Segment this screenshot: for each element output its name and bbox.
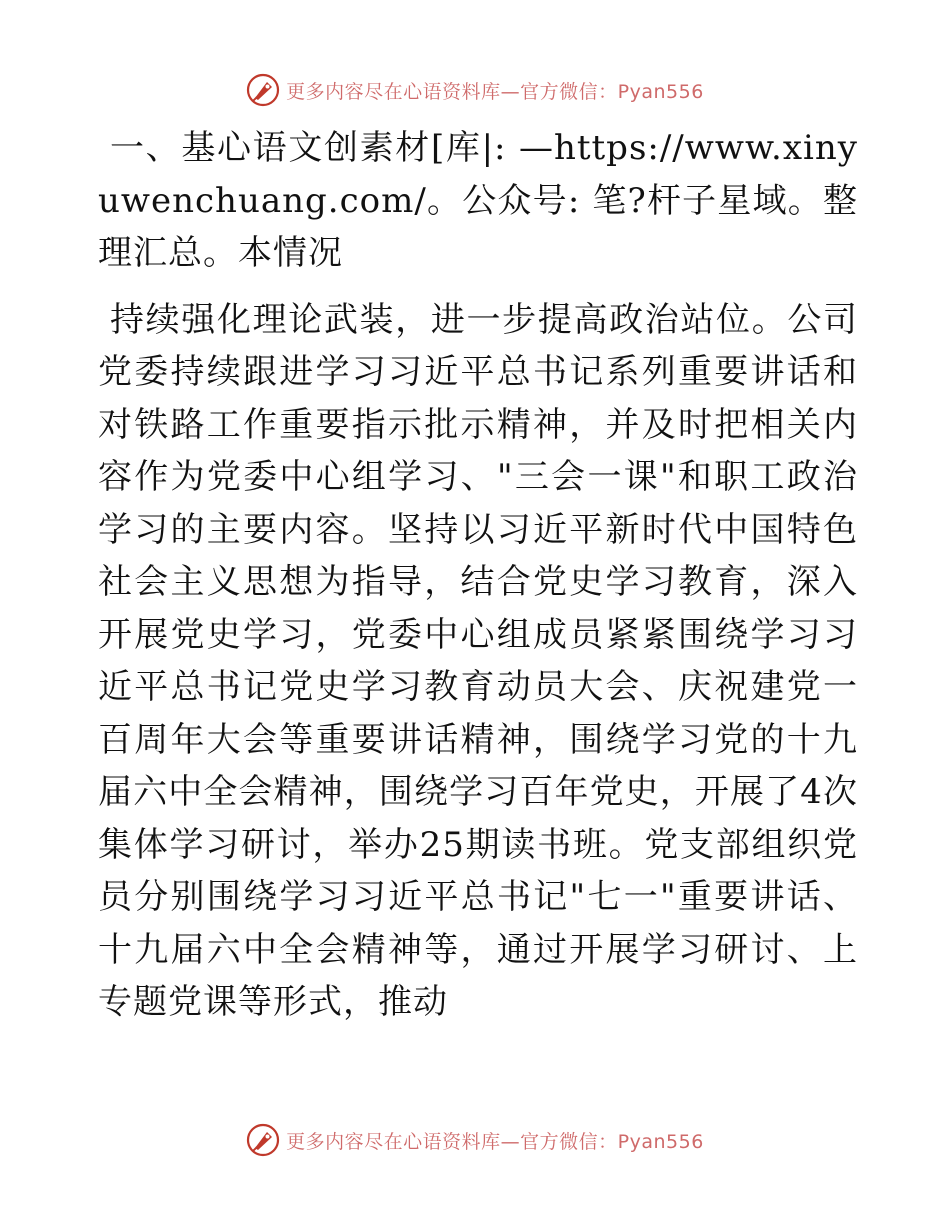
section-heading: 一、基心语文创素材[库|: —https://www.xinyuwenchuang.com/。公众号: 笔?杆子星域。整理汇总。本情况 [98, 128, 858, 273]
watermark-banner-bottom [0, 1120, 950, 1160]
pen-nib-logo-icon [246, 1123, 280, 1157]
body-paragraph: 持续强化理论武装，进一步提高政治站位。公司党委持续跟进学习习近平总书记系列重要讲话和对铁路工作重要指示批示精神，并及时把相关内容作为党委中心组学习、"三会一课"和职工政治学习的主要内容。坚持以习近平新时代中国特色社会主义思想为指导，结合党史学习教育，深入开展党史学习，党委中心组成员紧紧围绕学习习近平总书记党史学习教育动员大会、庆祝建党一百周年大会等重要讲话精神，围绕学习党的十九届六中全会精神，围绕学习百年党史，开展了4次集体学习研讨，举办25期读书班。党支部组织党员分别围绕学习习近平总书记"七一"重要讲话、十九届六中全会精神等，通过开展学习研讨、上专题党课等形式，推动 [98, 299, 858, 1022]
pen-nib-logo-icon [246, 73, 280, 107]
watermark-banner-top [0, 70, 950, 110]
document-body [98, 122, 858, 1029]
watermark-text: 更多内容尽在心语资料库—官方微信：Pyan556 [286, 80, 704, 103]
watermark-text: 更多内容尽在心语资料库—官方微信：Pyan556 [286, 1130, 704, 1153]
